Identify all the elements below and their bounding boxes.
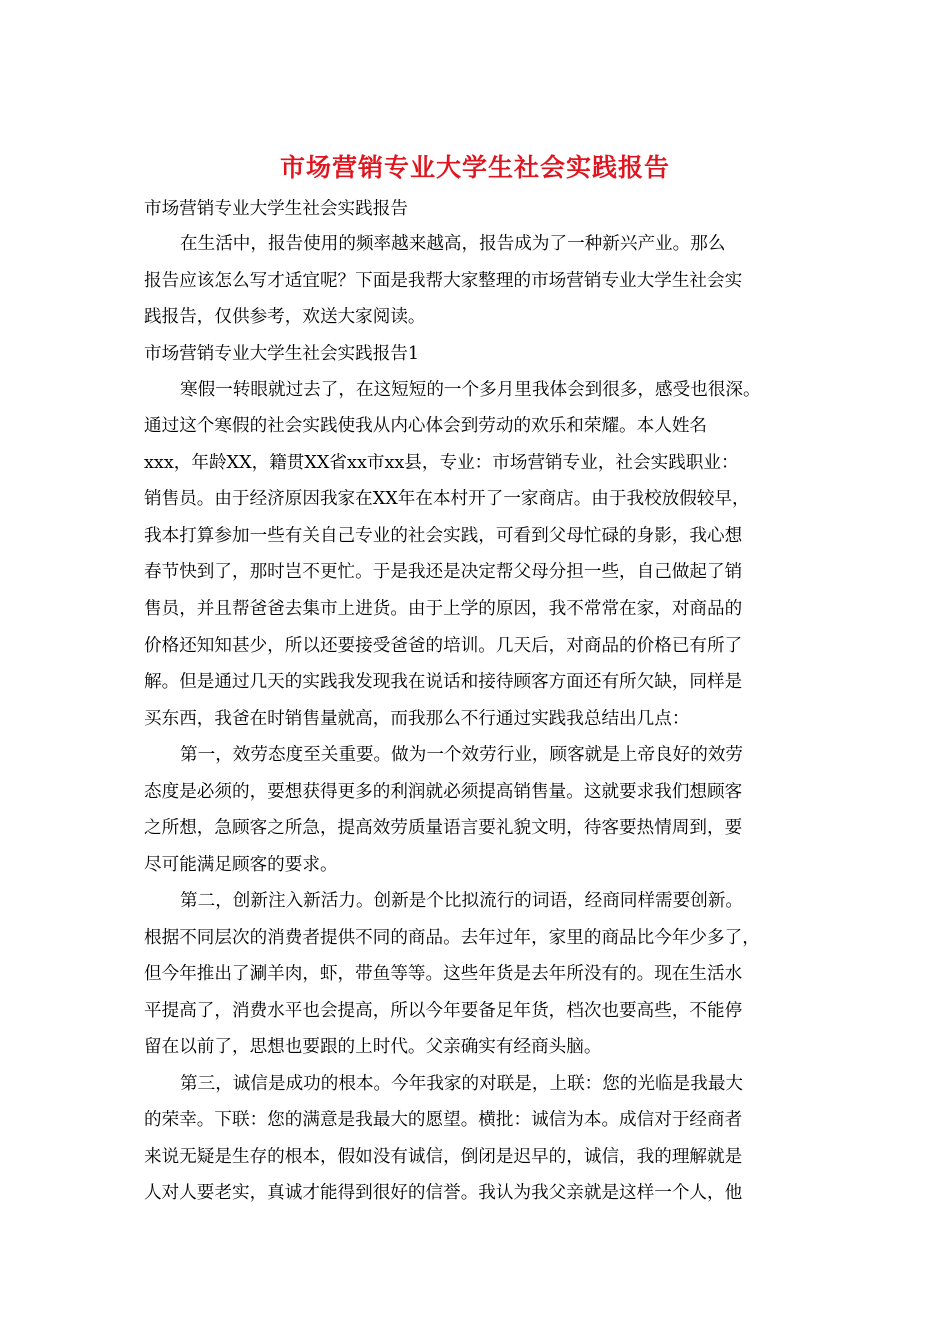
text-line: 报告应该怎么写才适宜呢？下面是我帮大家整理的市场营销专业大学生社会实 [144,271,743,291]
text-line: 之所想，急顾客之所急，提高效劳质量语言要礼貌文明，待客要热情周到，要 [144,818,743,838]
paragraph-first-line: 在生活中，报告使用的频率越来越高，报告成为了一种新兴产业。那么 [180,234,726,254]
text-line: 平提高了，消费水平也会提高，所以今年要备足年货，档次也要高些，不能停 [144,1001,743,1021]
text-line: 通过这个寒假的社会实践使我从内心体会到劳动的欢乐和荣耀。本人姓名 [144,416,708,436]
text-line: 来说无疑是生存的根本，假如没有诚信，倒闭是迟早的，诚信，我的理解就是 [144,1147,743,1167]
document-title: 市场营销专业大学生社会实践报告 [279,153,670,182]
paragraph-first-line: 第一，效劳态度至关重要。做为一个效劳行业，顾客就是上帝良好的效劳 [180,745,744,765]
paragraph-first-line: 第三，诚信是成功的根本。今年我家的对联是，上联：您的光临是我最大 [180,1074,744,1094]
text-line: 销售员。由于经济原因我家在XX年在本村开了一家商店。由于我校放假较早， [144,489,750,509]
text-line: 价格还知知甚少，所以还要接受爸爸的培训。几天后，对商品的价格已有所了 [144,636,743,656]
text-line: 践报告，仅供参考，欢送大家阅读。 [144,307,426,327]
text-line: 留在以前了，思想也要跟的上时代。父亲确实有经商头脑。 [144,1037,602,1057]
text-line: xxx，年龄XX，籍贯XX省xx市xx县，专业：市场营销专业，社会实践职业： [144,453,739,473]
text-line: 人对人要老实，真诚才能得到很好的信誉。我认为我父亲就是这样一个人，他 [144,1183,743,1203]
text-line: 态度是必须的，要想获得更多的利润就必须提高销售量。这就要求我们想顾客 [144,782,743,802]
paragraph-first-line: 寒假一转眼就过去了，在这短短的一个多月里我体会到很多，感受也很深。 [180,380,761,400]
text-line: 我本打算参加一些有关自己专业的社会实践，可看到父母忙碌的身影，我心想 [144,526,743,546]
text-line: 解。但是通过几天的实践我发现我在说话和接待顾客方面还有所欠缺，同样是 [144,672,743,692]
text-line: 市场营销专业大学生社会实践报告1 [144,344,420,364]
text-line: 买东西，我爸在时销售量就高，而我那么不行通过实践我总结出几点： [144,709,690,729]
text-line: 售员，并且帮爸爸去集市上进货。由于上学的原因，我不常常在家，对商品的 [144,599,743,619]
text-line: 市场营销专业大学生社会实践报告 [144,199,408,219]
text-line: 的荣幸。下联：您的满意是我最大的愿望。横批：诚信为本。成信对于经商者 [144,1110,743,1130]
text-line: 根据不同层次的消费者提供不同的商品。去年过年，家里的商品比今年少多了， [144,928,760,948]
text-line: 但今年推出了涮羊肉，虾，带鱼等等。这些年货是去年所没有的。现在生活水 [144,964,743,984]
text-line: 尽可能满足顾客的要求。 [144,855,338,875]
text-line: 春节快到了，那时岂不更忙。于是我还是决定帮父母分担一些，自己做起了销 [144,562,743,582]
paragraph-first-line: 第二，创新注入新活力。创新是个比拟流行的词语，经商同样需要创新。 [180,891,744,911]
